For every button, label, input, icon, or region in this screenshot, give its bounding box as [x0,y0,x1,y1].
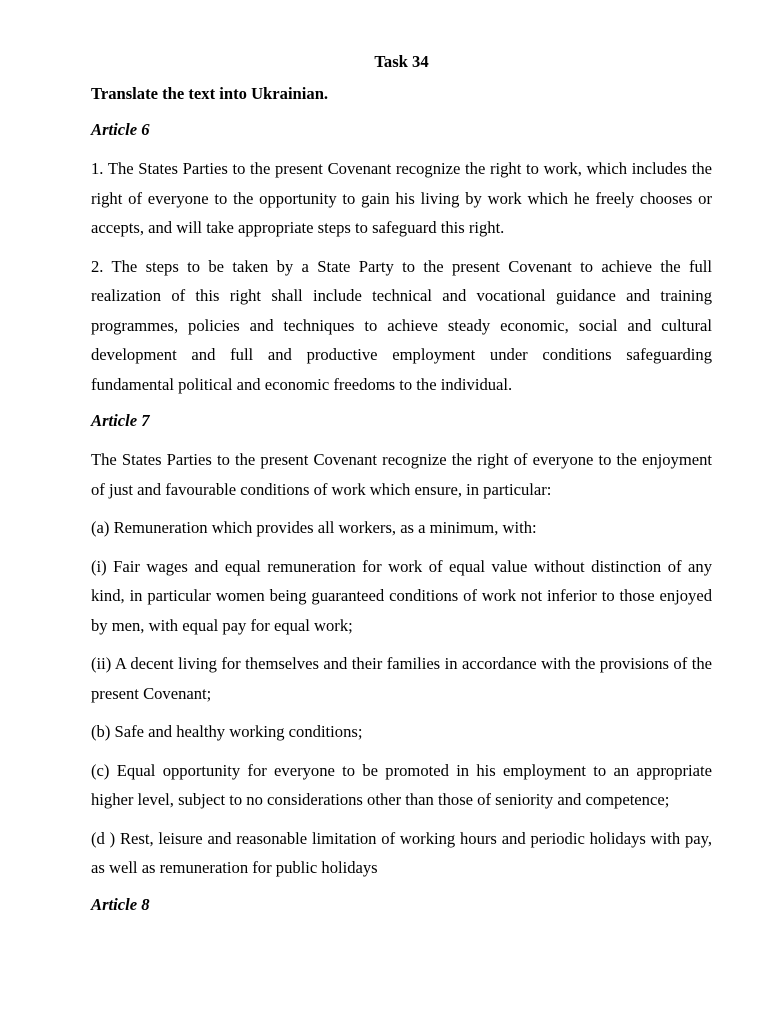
task-instruction: Translate the text into Ukrainian. [91,84,329,103]
article-6-heading: Article 6 [91,120,150,139]
article-6-paragraph-2: 2. The steps to be taken by a State Party to the present Covenant to achieve the full realization of this right shall include technical and vocational guidance and training programmes, policies and techniques to achieve steady economic, social and cultural development and full and productive employment under conditions safeguarding fundamental political and economic freedoms to the individual. [91,256,712,394]
article-7-item-b: (b) Safe and healthy working conditions; [91,722,363,741]
article-7-intro: The States Parties to the present Covenant recognize the right of everyone to the enjoyment of just and favourable conditions of work which ensure, in particular: [91,450,712,499]
article-7-item-a-i: (i) Fair wages and equal remuneration for work of equal value without distinction of any kind, in particular women being guaranteed conditions of work not inferior to those enjoyed by men, with equal pay for equal work; [91,556,712,635]
article-6-paragraph-1: 1. The States Parties to the present Covenant recognize the right to work, which includes the right of everyone to the opportunity to gain his living by work which he freely chooses or accepts, and will take appropriate steps to safeguard this right. [91,159,712,237]
task-title: Task 34 [374,52,429,71]
article-7-item-a: (a) Remuneration which provides all workers, as a minimum, with: [91,518,537,537]
article-7-item-a-ii: (ii) A decent living for themselves and their families in accordance with the provisions of the present Covenant; [91,654,712,703]
article-7-heading: Article 7 [91,411,150,430]
article-7-item-d: (d ) Rest, leisure and reasonable limitation of working hours and periodic holidays with pay, as well as remuneration for public holidays [91,828,712,877]
article-8-heading: Article 8 [91,894,150,914]
article-7-item-c: (c) Equal opportunity for everyone to be promoted in his employment to an appropriate higher level, subject to no considerations other than those of seniority and competence; [91,760,712,809]
document-page [91,50,712,929]
